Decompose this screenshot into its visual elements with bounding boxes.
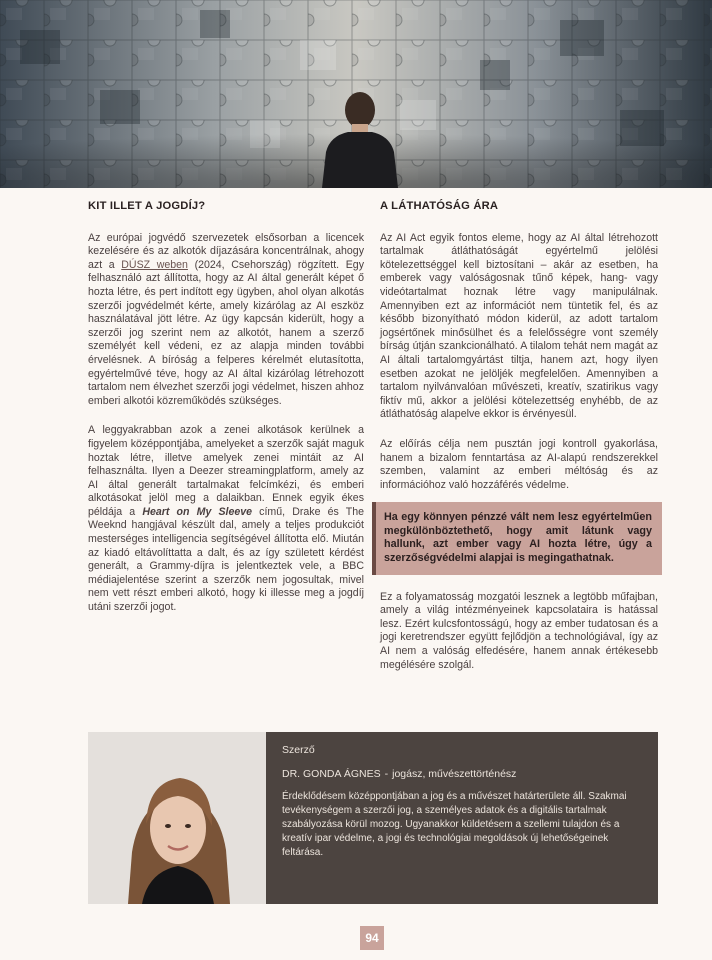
hero-image <box>0 0 712 188</box>
author-text <box>282 744 644 860</box>
page-number: 94 <box>360 926 384 950</box>
author-photo <box>88 732 266 904</box>
puzzle-wall-illustration <box>0 0 712 188</box>
author-name-line: DR. GONDA ÁGNES - jogász, művészettörténész <box>282 768 517 780</box>
author-name: DR. GONDA ÁGNES <box>282 768 381 780</box>
author-bio: Érdeklődésem középpontjában a jog és a művészet határterülete áll. Szakmai tevékenységem a szerzői jog, a személyes adatok és a digitális tartalmak szabályozása körül mozog. Ugyanakkor küldetésem a szellemi tulajdon és a kreatív ipar védelme, a jogi és technológiai megoldások új lehetőségeinek feltárása. <box>282 791 627 858</box>
reference-link[interactable]: DÚSZ weben <box>121 258 188 271</box>
right-paragraph-3: Ez a folyamatosság mozgatói lesznek a legtöbb műfajban, amely a világ intézményeinek kapcsolataira is hatással lesz. Ezért kulcsfontosságú, hogy az ember tudatosan és a jogi keretrendszer együtt fejlődjön a technológiával, így az AI nem a valóság elfedésére, hanem annak értékesebb megélésére szolgál. <box>380 590 658 671</box>
right-paragraph-2: Az előírás célja nem pusztán jogi kontroll gyakorlása, hanem a bizalom fenntartása az AI-alapú rendszerekkel szemben, valamint az emberi méltóság és az információhoz való hozzáférés védelme. <box>380 437 658 491</box>
author-role: jogász, művészettörténész <box>392 768 517 780</box>
right-column <box>380 198 658 688</box>
left-paragraph-2: A leggyakrabban azok a zenei alkotások kerülnek a figyelem középpontjába, amelyeket a szerzők saját maguk hoztak létre, illetve amelyek zenei mintáit az AI felhasználta. Ilyen a Deezer streamingplatform, amely az AI által generált tartalmakat felcímkézi, és emberi alkotásokat jelöl meg a dalaikban. Ennek egyik ékes példája a Heart on My Sleeve című, Drake és The Weeknd hangjával készült dal, amely a teljes produkciót mesterséges intelligencia segítségével állította elő. Miután az kiadó eltávolíttatta a dalt, és az így született kérdést generált, a Grammy-díjra is jelentkeztek vele, a BBC médiajelentése szerint a szerzők nem jogosultak, mivel nem vett részt emberi alkotó, hogy ki illesse meg a jogdíj utáni szerzői jogot. <box>88 424 364 614</box>
author-box <box>88 732 658 904</box>
right-heading: A LÁTHATÓSÁG ÁRA <box>380 200 499 212</box>
left-paragraph-1: Az európai jogvédő szervezetek elsősorban a licencek kezelésére és az alkotók díjazására koncentrálnak, ahogy azt a DÚSZ weben (2024, Csehország) rögzített. Egy felhasználó azt állította, hogy az AI által generált képet ő hozta létre, és pert indított egy ügyben, ahol olyan alkotás szerzői jogvédelmét kérte, amely kizárólag az AI eszköz használatával jött létre. Az ügy kapcsán kiderült, hogy a szerzői jog szerint nem az alkotót, hanem a szerző személyét kell védeni, ez az alapja minden további érvelésnek. A bíróság a felperes kérelmét elutasította, egyértelművé téve, hogy az AI által kizárólag létrehozott tartalom nem élvezhet szerzői jogi védelmet, hiszen ahhoz emberi alkotói közreműködés szükséges. <box>88 231 364 407</box>
author-kicker: Szerző <box>282 744 315 756</box>
author-portrait-illustration <box>88 732 266 904</box>
left-heading: KIT ILLET A JOGDÍJ? <box>88 200 206 212</box>
pull-quote: Ha egy könnyen pénzzé vált nem lesz egyértelműen megkülönböztethető, hogy amit látunk vagy hallunk, azt ember vagy AI hozta létre, úgy a szerzőségvédelmi alapjai is megingathatnak. <box>372 502 662 574</box>
right-paragraph-1: Az AI Act egyik fontos eleme, hogy az AI által létrehozott tartalmak átláthatóságát egyértelmű jelölési kötelezettséggel kell biztosítani – akár az esetben, ha emberek vagy valóságosnak tűnő képek, hang- vagy videótartalmat hoznak létre vagy manipulálnak. Amennyiben ezt az információt nem tüntetik fel, és az később bizonyítható módon kiderül, az adott tartalom jogsértőnek minősülhet és a felelősségre vont személy bírság útján szankcionálható. A tilalom tehát nem magát az AI általi tartalomgyártást tiltja, hanem azt, hogy ilyen esetben azokat ne jelöljék megfelelően. Amennyiben a tartalom nyilvánvalóan művészeti, kreatív, szatirikus vagy fiktív mű, akkor a jelölési kötelezettség enyhébb, de az átláthatóság alapelve ekkor is érvényesül. <box>380 231 658 421</box>
left-column <box>88 198 364 631</box>
song-title: Heart on My Sleeve <box>142 505 253 518</box>
